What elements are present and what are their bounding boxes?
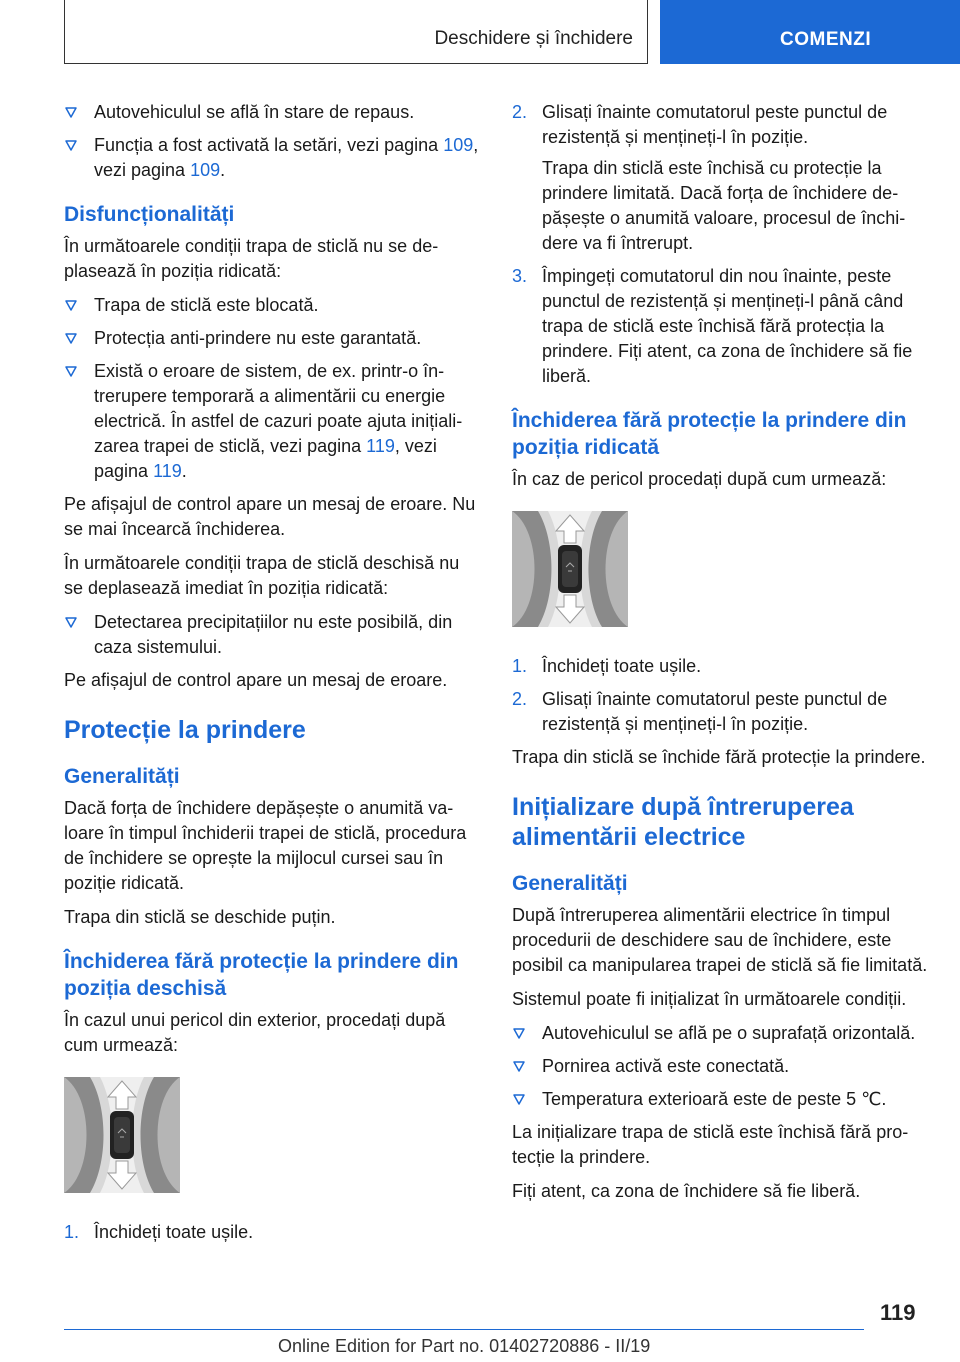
section-header-box <box>64 0 648 64</box>
heading-generalitati: Generalități <box>64 765 180 788</box>
triangle-bullet-icon <box>512 1092 526 1106</box>
page-header <box>0 0 960 66</box>
paragraph: Dacă forța de închidere depășește o anumită valoare în timpul închiderii trapei de sticlă, procedura de închidere se oprește la mijlocul cursei sau în poziție ridicată. <box>64 798 467 893</box>
chapter-tab-label: COMENZI <box>780 29 872 50</box>
heading-protectie-la-prindere: Protecție la prindere <box>64 716 306 744</box>
section-title: Deschidere și închidere <box>434 28 633 49</box>
list-item: Protecția anti-prindere nu este garantată. <box>64 326 482 351</box>
paragraph: Pe afișajul de control apare un mesaj de eroare. Nu se mai încearcă închiderea. <box>64 494 476 539</box>
numbered-step: 1. Închideți toate ușile. <box>512 654 932 679</box>
numbered-step: 1. Închideți toate ușile. <box>64 1220 482 1245</box>
heading-inchiderea-din-pozitia-ridicata: Închiderea fără protecție la prindere din poziția ridicată <box>512 409 907 459</box>
numbered-step: 2. Glisați înainte comutatorul peste punctul de rezistență și mențineți-l în poziție. <box>512 689 888 734</box>
paragraph: După întreruperea alimentării electrice în timpul procedurii de deschidere sau de închidere, este posibil ca manipularea trapei de sticlă să fie limitată. <box>512 905 928 975</box>
triangle-bullet-icon <box>64 298 78 312</box>
step-number: 1. <box>512 656 528 676</box>
triangle-bullet-icon <box>64 138 78 152</box>
list-item: Temperatura exterioară este de peste 5 ℃. <box>512 1087 932 1112</box>
paragraph: În cazul unui pericol din exterior, procedați după cum urmează: <box>64 1010 446 1055</box>
triangle-bullet-icon <box>64 615 78 629</box>
triangle-bullet-icon <box>64 364 78 378</box>
heading-generalitati: Generalități <box>512 872 628 895</box>
roof-switch-image <box>512 511 628 627</box>
roof-switch-image <box>64 1077 180 1193</box>
paragraph: Sistemul poate fi inițializat în următoarele condiții. <box>512 989 907 1009</box>
right-column <box>512 100 932 1213</box>
list-item: Detectarea precipitațiilor nu este posibilă, din caza sistemului. <box>64 610 482 660</box>
left-column <box>64 100 482 1253</box>
list-item: Autovehiculul se află în stare de repaus. <box>64 100 482 125</box>
heading-initializare: Inițializare după întreruperea alimentării electrice <box>512 793 854 851</box>
step-number: 1. <box>64 1222 80 1242</box>
triangle-bullet-icon <box>512 1059 526 1073</box>
list-item: Trapa de sticlă este blocată. <box>64 293 482 318</box>
paragraph: În următoarele condiții trapa de sticlă nu se deplasează în poziția ridicată: <box>64 236 439 281</box>
triangle-bullet-icon <box>64 331 78 345</box>
page-link[interactable]: 119 <box>366 436 395 456</box>
page-link[interactable]: 109 <box>190 160 221 180</box>
list-item: Autovehiculul se află pe o suprafață orizontală. <box>512 1021 932 1046</box>
paragraph: Trapa din sticlă se închide fără protecție la prindere. <box>512 747 926 767</box>
paragraph: Trapa din sticlă se deschide puțin. <box>64 907 336 927</box>
list-item: Pornirea activă este conectată. <box>512 1054 932 1079</box>
list-item: Funcția a fost activată la setări, vezi pagina 109, vezi pagina 109. <box>64 133 482 183</box>
heading-disfunctionalitati: Disfuncționalități <box>64 203 235 226</box>
numbered-step: 3. Împingeți comutatorul din nou înainte, peste punctul de rezistență și mențineți-l până când trapa de sticlă este închisă fără protecția la prindere. Fiți atent, ca zona de închidere să fie liberă. <box>512 266 913 386</box>
footer-edition: Online Edition for Part no. 01402720886 - II/19 <box>278 1336 651 1356</box>
page-number: 119 <box>880 1300 916 1325</box>
triangle-bullet-icon <box>512 1026 526 1040</box>
step-note: Trapa din sticlă este închisă cu protecție la prindere limitată. Dacă forța de închidere depășește o anumită valoare, procesul de închidere va fi întrerupt. <box>542 158 906 253</box>
chapter-tab[interactable] <box>660 0 960 64</box>
heading-inchiderea-din-pozitia-deschisa: Închiderea fără protecție la prindere din poziția deschisă <box>64 950 459 1000</box>
paragraph: Fiți atent, ca zona de închidere să fie liberă. <box>512 1181 861 1201</box>
numbered-step: 2. Glisați înainte comutatorul peste punctul de rezistență și mențineți-l în poziție. Trapa din sticlă este închisă cu protecție la prindere limitată. Dacă forța de închidere depășește o anumită valoare, procesul de închidere va fi întrerupt. <box>512 100 932 256</box>
step-number: 2. <box>512 102 528 122</box>
paragraph: În următoarele condiții trapa de sticlă deschisă nu se deplasează imediat în poziția ridicată: <box>64 553 460 598</box>
page-link[interactable]: 119 <box>153 461 182 481</box>
step-number: 3. <box>512 266 528 286</box>
paragraph: Pe afișajul de control apare un mesaj de eroare. <box>64 670 448 690</box>
step-number: 2. <box>512 689 528 709</box>
paragraph: În caz de pericol procedați după cum urmează: <box>512 469 887 489</box>
paragraph: La inițializare trapa de sticlă este închisă fără protecție la prindere. <box>512 1122 909 1167</box>
footer-divider <box>64 1329 864 1330</box>
list-item: Există o eroare de sistem, de ex. printr-o întrerupere temporară a alimentării cu energie electrică. În astfel de cazuri poate ajuta inițializarea trapei de sticlă, vezi pagina 119, vezi pagina 119. <box>64 359 482 484</box>
triangle-bullet-icon <box>64 105 78 119</box>
page-link[interactable]: 109 <box>443 135 474 155</box>
